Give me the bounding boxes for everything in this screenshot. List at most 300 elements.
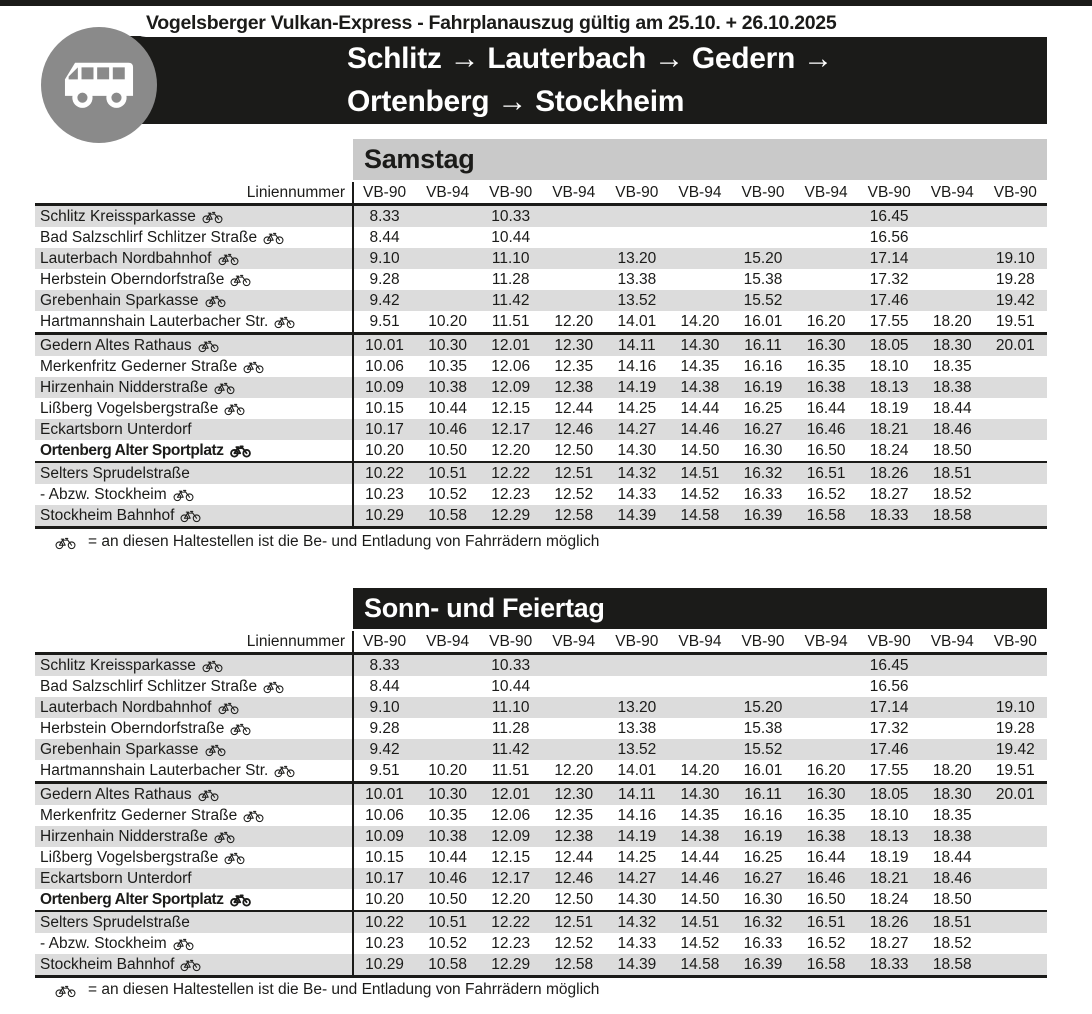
- table-row: [35, 805, 1047, 826]
- sunday-header-bar: Sonn- und Feiertag: [353, 588, 1047, 629]
- time-cell: 12.29: [491, 955, 531, 973]
- table-row: [35, 739, 1047, 760]
- table-row: [35, 335, 1047, 356]
- time-cell: 16.52: [806, 934, 846, 952]
- time-cell: 14.51: [680, 913, 720, 931]
- time-cell: 14.25: [617, 399, 657, 417]
- time-cell: 13.38: [617, 270, 657, 288]
- time-cell: 18.21: [869, 869, 909, 887]
- stop-name: Grebenhain Sparkasse: [40, 291, 199, 309]
- stop-name: Stockheim Bahnhof: [40, 955, 175, 973]
- table-row: [35, 356, 1047, 377]
- table-row: [35, 933, 1047, 954]
- time-cell: 14.46: [680, 420, 720, 438]
- stop-name: Bad Salzschlirf Schlitzer Straße: [40, 228, 258, 246]
- time-cell: 16.56: [869, 228, 909, 246]
- time-cell: 12.22: [491, 464, 531, 482]
- top-rule: [0, 0, 1092, 6]
- time-cell: 18.19: [869, 399, 909, 417]
- time-cell: 11.42: [491, 740, 530, 758]
- line-column-header: VB-94: [930, 632, 974, 650]
- line-column-header: VB-94: [930, 183, 974, 201]
- time-cell: 16.35: [806, 357, 846, 375]
- time-cell: 10.23: [365, 934, 404, 952]
- table-row: [35, 377, 1047, 398]
- time-cell: 11.51: [491, 312, 530, 330]
- time-cell: 16.32: [743, 464, 783, 482]
- bicycle-icon: [274, 314, 295, 329]
- time-cell: 15.38: [743, 719, 783, 737]
- bicycle-icon: [198, 338, 219, 353]
- time-cell: 12.15: [491, 399, 531, 417]
- time-cell: 13.38: [617, 719, 657, 737]
- time-cell: 18.51: [932, 913, 972, 931]
- time-cell: 10.58: [428, 506, 468, 524]
- time-cell: 16.30: [806, 785, 846, 803]
- bike-footnote: [55, 533, 599, 551]
- time-cell: 12.38: [554, 827, 594, 845]
- time-cell: 19.42: [995, 291, 1035, 309]
- time-cell: 12.52: [554, 934, 594, 952]
- time-cell: 14.51: [680, 464, 720, 482]
- bicycle-icon: [230, 721, 251, 736]
- time-cell: 10.50: [428, 441, 468, 459]
- bicycle-icon: [198, 787, 219, 802]
- time-cell: 17.46: [869, 291, 909, 309]
- time-cell: 18.24: [869, 890, 909, 908]
- stop-name-cell: [35, 507, 353, 525]
- time-cell: 18.19: [869, 848, 909, 866]
- time-cell: 10.33: [491, 207, 531, 225]
- stop-name-cell: [35, 271, 353, 289]
- time-cell: 16.50: [806, 890, 846, 908]
- bicycle-icon: [202, 209, 223, 224]
- time-cell: 14.44: [680, 848, 720, 866]
- time-cell: 10.52: [428, 485, 468, 503]
- column-header-row: [35, 631, 1047, 652]
- line-column-header: VB-90: [741, 632, 785, 650]
- time-cell: 18.30: [932, 336, 972, 354]
- time-cell: 17.14: [869, 698, 909, 716]
- time-cell: 12.22: [491, 913, 531, 931]
- time-cell: 18.58: [932, 955, 972, 973]
- table-row: [35, 505, 1047, 526]
- time-cell: 10.20: [365, 890, 404, 908]
- time-cell: 12.01: [491, 785, 531, 803]
- time-cell: 16.11: [744, 785, 782, 803]
- time-cell: 12.30: [554, 785, 594, 803]
- table-row: [35, 484, 1047, 505]
- stop-name-cell: [35, 313, 353, 331]
- time-cell: 18.20: [932, 761, 972, 779]
- time-cell: 16.20: [806, 312, 846, 330]
- time-cell: 16.39: [743, 506, 783, 524]
- time-cell: 9.51: [369, 761, 400, 779]
- time-cell: 14.50: [680, 441, 720, 459]
- stop-name-cell: [35, 486, 353, 504]
- time-cell: 10.09: [365, 378, 404, 396]
- bicycle-icon: [173, 487, 194, 502]
- table-row: [35, 655, 1047, 676]
- time-cell: 13.20: [617, 698, 657, 716]
- time-cell: 16.45: [869, 207, 909, 225]
- timetable-rows: [35, 206, 1047, 526]
- time-cell: 16.19: [743, 378, 783, 396]
- time-cell: 14.50: [680, 890, 720, 908]
- line-column-header: VB-94: [804, 632, 848, 650]
- time-cell: 10.35: [428, 806, 468, 824]
- time-cell: 18.20: [932, 312, 972, 330]
- time-cell: 12.23: [491, 485, 531, 503]
- line-column-header: VB-90: [489, 632, 533, 650]
- line-column-header: VB-94: [678, 183, 722, 201]
- line-column-header: VB-90: [615, 183, 659, 201]
- bus-icon: [53, 37, 145, 134]
- time-cell: 16.25: [743, 848, 783, 866]
- stop-name-cell: [35, 870, 353, 888]
- stop-name-cell: [35, 442, 353, 460]
- line-column-header: VB-94: [552, 183, 596, 201]
- time-cell: 16.44: [806, 848, 846, 866]
- time-cell: 14.16: [617, 357, 657, 375]
- stop-name-cell: [35, 292, 353, 310]
- time-cell: 11.28: [491, 719, 530, 737]
- time-cell: 18.51: [932, 464, 972, 482]
- time-cell: 14.20: [680, 761, 720, 779]
- time-cell: 19.42: [995, 740, 1035, 758]
- time-cell: 18.13: [869, 827, 909, 845]
- table-row: [35, 889, 1047, 910]
- time-cell: 13.20: [617, 249, 657, 267]
- time-cell: 18.44: [932, 848, 972, 866]
- stop-name-cell: [35, 849, 353, 867]
- bicycle-icon: [202, 658, 223, 673]
- time-cell: 12.44: [554, 399, 594, 417]
- stop-name: Lißberg Vogelsbergstraße: [40, 399, 219, 417]
- table-row: [35, 227, 1047, 248]
- stop-name-cell: [35, 720, 353, 738]
- time-cell: 16.56: [869, 677, 909, 695]
- time-cell: 18.50: [932, 890, 972, 908]
- time-cell: 14.33: [617, 485, 657, 503]
- line-column-header: VB-90: [362, 183, 407, 201]
- time-cell: 19.28: [995, 719, 1035, 737]
- stop-name-cell: [35, 891, 353, 909]
- table-row: [35, 697, 1047, 718]
- time-cell: 16.27: [743, 420, 783, 438]
- time-cell: 10.06: [365, 806, 404, 824]
- stop-name: Bad Salzschlirf Schlitzer Straße: [40, 677, 258, 695]
- table-row: [35, 784, 1047, 805]
- time-cell: 18.21: [869, 420, 909, 438]
- route-banner-line2: Ortenberg → Stockheim: [347, 85, 685, 118]
- time-cell: 10.01: [365, 336, 404, 354]
- bicycle-icon: [243, 808, 264, 823]
- time-cell: 14.52: [680, 934, 720, 952]
- stop-name: Herbstein Oberndorfstraße: [40, 270, 225, 288]
- table-row: [35, 419, 1047, 440]
- time-cell: 20.01: [995, 785, 1035, 803]
- time-cell: 12.09: [491, 827, 531, 845]
- time-cell: 18.10: [869, 806, 909, 824]
- time-cell: 18.44: [932, 399, 972, 417]
- time-cell: 12.23: [491, 934, 531, 952]
- bicycle-icon: [218, 700, 239, 715]
- time-cell: 16.58: [806, 506, 846, 524]
- time-cell: 10.20: [365, 441, 404, 459]
- time-cell: 9.42: [369, 291, 400, 309]
- time-cell: 19.10: [995, 698, 1035, 716]
- time-cell: 17.32: [869, 270, 909, 288]
- time-cell: 17.55: [869, 312, 909, 330]
- time-cell: 18.13: [869, 378, 909, 396]
- bicycle-icon: [224, 401, 245, 416]
- time-cell: 12.35: [554, 806, 594, 824]
- time-cell: 16.25: [743, 399, 783, 417]
- stop-name-cell: [35, 379, 353, 397]
- bicycle-icon: [218, 251, 239, 266]
- bicycle-icon: [180, 957, 201, 972]
- time-cell: 12.52: [554, 485, 594, 503]
- time-cell: 19.51: [995, 761, 1035, 779]
- bicycle-icon: [205, 742, 226, 757]
- time-cell: 12.29: [491, 506, 531, 524]
- table-row: [35, 248, 1047, 269]
- time-cell: 18.46: [932, 420, 972, 438]
- time-cell: 19.28: [995, 270, 1035, 288]
- time-cell: 16.38: [806, 378, 846, 396]
- time-cell: 14.32: [617, 913, 657, 931]
- time-cell: 10.20: [428, 761, 468, 779]
- bicycle-icon: [214, 829, 235, 844]
- time-cell: 16.35: [806, 806, 846, 824]
- time-cell: 14.19: [617, 827, 657, 845]
- time-cell: 14.20: [680, 312, 720, 330]
- time-cell: 14.58: [680, 506, 720, 524]
- time-cell: 18.33: [869, 955, 909, 973]
- time-cell: 8.33: [369, 656, 400, 674]
- time-cell: 12.09: [491, 378, 531, 396]
- bicycle-icon: [230, 272, 251, 287]
- time-cell: 11.51: [491, 761, 530, 779]
- line-column-header: VB-90: [741, 183, 785, 201]
- time-cell: 12.44: [554, 848, 594, 866]
- time-cell: 10.15: [365, 848, 404, 866]
- time-cell: 14.35: [680, 806, 720, 824]
- stop-name: Hirzenhain Nidderstraße: [40, 827, 208, 845]
- time-cell: 12.15: [491, 848, 531, 866]
- time-cell: 15.52: [743, 291, 783, 309]
- table-row: [35, 847, 1047, 868]
- time-cell: 12.46: [554, 869, 594, 887]
- time-cell: 14.30: [617, 441, 657, 459]
- stop-name: Lißberg Vogelsbergstraße: [40, 848, 219, 866]
- stop-name-cell: [35, 250, 353, 268]
- stop-name-cell: [35, 956, 353, 974]
- time-cell: 9.10: [369, 249, 400, 267]
- line-column-header: VB-94: [804, 183, 848, 201]
- time-cell: 18.35: [932, 806, 972, 824]
- time-cell: 16.44: [806, 399, 846, 417]
- time-cell: 14.30: [617, 890, 657, 908]
- stop-name-cell: [35, 807, 353, 825]
- time-cell: 10.58: [428, 955, 468, 973]
- line-column-header: VB-90: [867, 183, 911, 201]
- time-cell: 10.22: [365, 913, 404, 931]
- bicycle-icon: [55, 983, 76, 998]
- time-cell: 18.30: [932, 785, 972, 803]
- stop-name: Merkenfritz Gederner Straße: [40, 357, 238, 375]
- stop-name-cell: [35, 762, 353, 780]
- line-column-header: VB-94: [552, 632, 596, 650]
- time-cell: 12.51: [554, 913, 594, 931]
- table-row: [35, 826, 1047, 847]
- timetable-rows: [35, 655, 1047, 975]
- time-cell: 18.10: [869, 357, 909, 375]
- time-cell: 9.28: [369, 270, 400, 288]
- time-cell: 11.42: [491, 291, 530, 309]
- saturday-header-bar: Samstag: [353, 139, 1047, 180]
- name-column-separator: [352, 631, 354, 978]
- bicycle-icon: [274, 763, 295, 778]
- time-cell: 12.20: [554, 312, 594, 330]
- time-cell: 10.44: [428, 848, 468, 866]
- time-cell: 10.23: [365, 485, 404, 503]
- time-cell: 10.29: [365, 955, 404, 973]
- stop-name-cell: [35, 741, 353, 759]
- time-cell: 19.51: [995, 312, 1035, 330]
- time-cell: 9.10: [369, 698, 400, 716]
- sunday-holiday-timetable: [35, 588, 1047, 978]
- time-cell: 11.10: [491, 698, 530, 716]
- time-cell: 18.35: [932, 357, 972, 375]
- time-cell: 18.24: [869, 441, 909, 459]
- time-cell: 10.09: [365, 827, 404, 845]
- time-cell: 12.35: [554, 357, 594, 375]
- time-cell: 15.38: [743, 270, 783, 288]
- time-cell: 10.52: [428, 934, 468, 952]
- time-cell: 12.51: [554, 464, 594, 482]
- time-cell: 12.30: [554, 336, 594, 354]
- time-cell: 12.20: [554, 761, 594, 779]
- time-cell: 16.30: [743, 441, 783, 459]
- table-row: [35, 440, 1047, 461]
- bicycle-icon: [263, 230, 284, 245]
- time-cell: 16.30: [806, 336, 846, 354]
- stop-name: Gedern Altes Rathaus: [40, 785, 192, 803]
- time-cell: 14.44: [680, 399, 720, 417]
- time-cell: 14.30: [680, 336, 720, 354]
- stop-name: Lauterbach Nordbahnhof: [40, 249, 212, 267]
- table-row: [35, 311, 1047, 332]
- time-cell: 10.17: [365, 869, 404, 887]
- time-cell: 9.28: [369, 719, 400, 737]
- line-column-header: VB-94: [678, 632, 722, 650]
- time-cell: 8.44: [369, 677, 400, 695]
- stop-name-cell: [35, 337, 353, 355]
- stop-name-cell: [35, 828, 353, 846]
- table-row: [35, 463, 1047, 484]
- time-cell: 16.16: [743, 806, 783, 824]
- time-cell: 18.46: [932, 869, 972, 887]
- time-cell: 10.33: [491, 656, 531, 674]
- time-cell: 12.20: [491, 441, 531, 459]
- time-cell: 14.27: [617, 420, 657, 438]
- time-cell: 19.10: [995, 249, 1035, 267]
- time-cell: 18.58: [932, 506, 972, 524]
- time-cell: 14.30: [680, 785, 720, 803]
- time-cell: 12.50: [554, 441, 594, 459]
- time-cell: 10.01: [365, 785, 404, 803]
- stop-name: Lauterbach Nordbahnhof: [40, 698, 212, 716]
- stop-name: Ortenberg Alter Sportplatz: [40, 441, 224, 459]
- stop-name-cell: [35, 786, 353, 804]
- stop-name: - Abzw. Stockheim: [40, 934, 167, 952]
- bicycle-icon: [224, 850, 245, 865]
- stop-name: Hartmannshain Lauterbacher Str.: [40, 761, 269, 779]
- stop-name: Grebenhain Sparkasse: [40, 740, 199, 758]
- time-cell: 14.52: [680, 485, 720, 503]
- time-cell: 12.17: [491, 869, 531, 887]
- time-cell: 16.46: [806, 869, 846, 887]
- time-cell: 16.16: [743, 357, 783, 375]
- time-cell: 14.11: [618, 785, 656, 803]
- time-cell: 16.19: [743, 827, 783, 845]
- time-cell: 18.27: [869, 934, 909, 952]
- time-cell: 10.22: [365, 464, 404, 482]
- time-cell: 16.58: [806, 955, 846, 973]
- line-number-label: Liniennummer: [246, 632, 345, 650]
- line-column-header: VB-90: [615, 632, 659, 650]
- time-cell: 12.38: [554, 378, 594, 396]
- time-cell: 16.33: [743, 485, 783, 503]
- time-cell: 18.52: [932, 485, 972, 503]
- time-cell: 16.33: [743, 934, 783, 952]
- table-row: [35, 269, 1047, 290]
- stop-name-cell: [35, 229, 353, 247]
- time-cell: 8.44: [369, 228, 400, 246]
- time-cell: 20.01: [995, 336, 1035, 354]
- table-row: [35, 868, 1047, 889]
- time-cell: 14.11: [618, 336, 656, 354]
- time-cell: 13.52: [617, 740, 657, 758]
- time-cell: 18.50: [932, 441, 972, 459]
- time-cell: 12.46: [554, 420, 594, 438]
- time-cell: 17.46: [869, 740, 909, 758]
- page-title: Vogelsberger Vulkan-Express - Fahrplanauszug gültig am 25.10. + 26.10.2025: [146, 12, 837, 34]
- time-cell: 11.28: [491, 270, 530, 288]
- time-cell: 15.20: [743, 249, 783, 267]
- time-cell: 12.06: [491, 806, 531, 824]
- route-banner: [112, 36, 1047, 124]
- time-cell: 12.58: [554, 955, 594, 973]
- time-cell: 12.01: [491, 336, 531, 354]
- stop-name: Merkenfritz Gederner Straße: [40, 806, 238, 824]
- stop-name-cell: [35, 465, 353, 483]
- bike-footnote-text: = an diesen Haltestellen ist die Be- und Entladung von Fahrrädern möglich: [88, 533, 600, 550]
- bike-footnote: [55, 981, 599, 999]
- time-cell: 10.51: [428, 913, 468, 931]
- stop-name: Schlitz Kreissparkasse: [40, 656, 196, 674]
- line-column-header: VB-90: [362, 632, 407, 650]
- stop-name-cell: [35, 914, 353, 932]
- table-row: [35, 206, 1047, 227]
- stop-name: - Abzw. Stockheim: [40, 485, 167, 503]
- line-column-header: VB-90: [993, 183, 1037, 201]
- time-cell: 10.38: [428, 378, 468, 396]
- time-cell: 10.30: [428, 336, 468, 354]
- bicycle-icon: [55, 535, 76, 550]
